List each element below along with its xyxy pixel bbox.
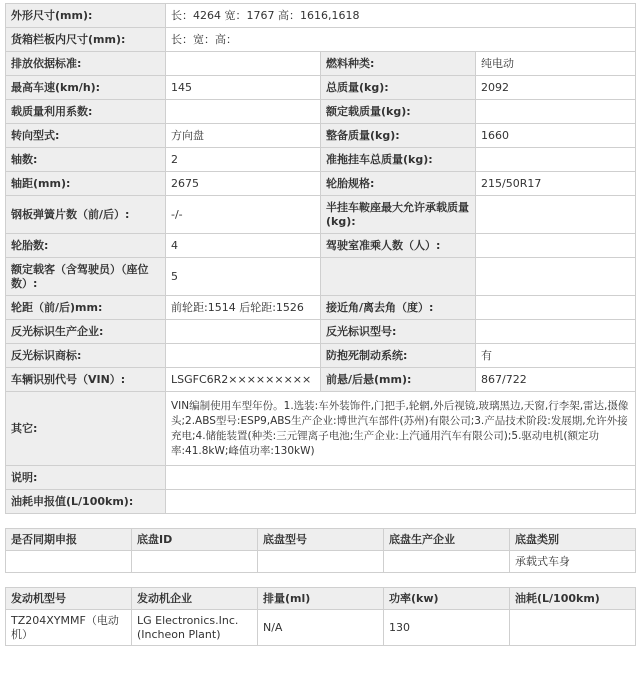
engine-header-cell: 发动机型号 — [6, 588, 132, 610]
chassis-header-cell: 底盘生产企业 — [384, 529, 510, 551]
spec-value — [476, 100, 636, 124]
engine-cell — [510, 610, 636, 646]
spec-label: 整备质量(kg): — [321, 124, 476, 148]
spec-value: 方向盘 — [166, 124, 321, 148]
chassis-cell — [132, 551, 258, 573]
spec-label: 载质量利用系数: — [6, 100, 166, 124]
spec-value: 纯电动 — [476, 52, 636, 76]
spec-row — [6, 196, 636, 234]
chassis-header-cell: 是否同期申报 — [6, 529, 132, 551]
spec-row — [6, 466, 636, 490]
engine-header-cell: 功率(kw) — [384, 588, 510, 610]
spec-label: 燃料种类: — [321, 52, 476, 76]
spec-row — [6, 392, 636, 466]
chassis-header-cell: 底盘类别 — [510, 529, 636, 551]
spec-row — [6, 28, 636, 52]
spec-row — [6, 234, 636, 258]
chassis-cell — [6, 551, 132, 573]
spec-label: 反光标识商标: — [6, 344, 166, 368]
spec-label: 防抱死制动系统: — [321, 344, 476, 368]
spec-label: 货箱栏板内尺寸(mm): — [6, 28, 166, 52]
vehicle-spec-table — [5, 3, 636, 514]
spec-label: 半挂车鞍座最大允许承载质量(kg): — [321, 196, 476, 234]
spec-label: 轴数: — [6, 148, 166, 172]
spec-label: 说明: — [6, 466, 166, 490]
spec-value: 长：4264 宽：1767 高：1616,1618 — [166, 4, 636, 28]
spec-row — [6, 148, 636, 172]
engine-header-cell: 排量(ml) — [258, 588, 384, 610]
spec-row — [6, 490, 636, 514]
chassis-cell — [384, 551, 510, 573]
spec-value: 长：宽：高： — [166, 28, 636, 52]
spec-row — [6, 4, 636, 28]
spec-value: 145 — [166, 76, 321, 100]
chassis-header-cell: 底盘ID — [132, 529, 258, 551]
spec-label: 反光标识生产企业: — [6, 320, 166, 344]
spec-label: 车辆识别代号（VIN）: — [6, 368, 166, 392]
spec-row — [6, 368, 636, 392]
spec-label: 轮胎规格: — [321, 172, 476, 196]
spec-label: 钢板弹簧片数（前/后）: — [6, 196, 166, 234]
spec-value: 867/722 — [476, 368, 636, 392]
spec-value — [476, 320, 636, 344]
spec-value: 前轮距:1514 后轮距:1526 — [166, 296, 321, 320]
spec-row — [6, 258, 636, 296]
spec-value: 有 — [476, 344, 636, 368]
spec-row — [6, 172, 636, 196]
spec-label: 转向型式: — [6, 124, 166, 148]
chassis-cell: 承载式车身 — [510, 551, 636, 573]
spec-value: VIN编制使用车型年份。1.选装:车外装饰件,门把手,轮辋,外后视镜,玻璃黑边,天窗,行李架,雷达,摄像头;2.ABS型号:ESP9,ABS生产企业:博世汽车部件(苏州)有限公司;3.产品技术阶段:发展期,允许外接充电;4.储能装置(种类:三元锂离子电池;生产企业:上汽通用汽车有限公司);5.驱动电机(额定功率:41.8kW;峰值功率:130kW) — [166, 392, 636, 466]
spec-label: 前悬/后悬(mm): — [321, 368, 476, 392]
engine-header-cell: 油耗(L/100km) — [510, 588, 636, 610]
spec-row — [6, 52, 636, 76]
spec-value: -/- — [166, 196, 321, 234]
spec-label: 准拖挂车总质量(kg): — [321, 148, 476, 172]
spec-value — [166, 344, 321, 368]
spec-label: 轮距（前/后)mm: — [6, 296, 166, 320]
spec-label: 总质量(kg): — [321, 76, 476, 100]
spec-value — [166, 320, 321, 344]
spec-row — [6, 124, 636, 148]
engine-cell: LG Electronics.Inc.(Incheon Plant) — [132, 610, 258, 646]
spec-value — [166, 466, 636, 490]
chassis-header-cell: 底盘型号 — [258, 529, 384, 551]
spec-label: 额定载客（含驾驶员）（座位数）: — [6, 258, 166, 296]
spec-label: 轴距(mm): — [6, 172, 166, 196]
spec-label: 驾驶室准乘人数（人）: — [321, 234, 476, 258]
spec-value — [476, 234, 636, 258]
spec-label: 额定载质量(kg): — [321, 100, 476, 124]
spec-value — [166, 490, 636, 514]
engine-cell: TZ204XYMMF（电动机） — [6, 610, 132, 646]
spec-label: 排放依据标准: — [6, 52, 166, 76]
spec-value — [166, 100, 321, 124]
spec-value: 2092 — [476, 76, 636, 100]
engine-table — [5, 587, 636, 646]
chassis-cell — [258, 551, 384, 573]
engine-cell: 130 — [384, 610, 510, 646]
spec-row — [6, 100, 636, 124]
spec-value: LSGFC6R2××××××××× — [166, 368, 321, 392]
spec-value — [476, 296, 636, 320]
spec-label: 反光标识型号: — [321, 320, 476, 344]
spec-row — [6, 76, 636, 100]
spec-value: 5 — [166, 258, 321, 296]
spec-row — [6, 320, 636, 344]
spec-label: 接近角/离去角（度）: — [321, 296, 476, 320]
spec-value: 4 — [166, 234, 321, 258]
spec-row — [6, 344, 636, 368]
spec-value — [476, 148, 636, 172]
spec-value: 2675 — [166, 172, 321, 196]
spec-label: 轮胎数: — [6, 234, 166, 258]
spec-label: 最高车速(km/h): — [6, 76, 166, 100]
engine-header-cell: 发动机企业 — [132, 588, 258, 610]
engine-cell: N/A — [258, 610, 384, 646]
spec-label: 其它: — [6, 392, 166, 466]
spec-value: 1660 — [476, 124, 636, 148]
spec-value: 215/50R17 — [476, 172, 636, 196]
spec-label: 外形尺寸(mm): — [6, 4, 166, 28]
spec-row — [6, 296, 636, 320]
spec-value — [166, 52, 321, 76]
spec-value: 2 — [166, 148, 321, 172]
spec-value — [476, 196, 636, 234]
chassis-table — [5, 528, 636, 573]
spec-label: 油耗申报值(L/100km): — [6, 490, 166, 514]
spec-label — [321, 258, 476, 296]
spec-value — [476, 258, 636, 296]
